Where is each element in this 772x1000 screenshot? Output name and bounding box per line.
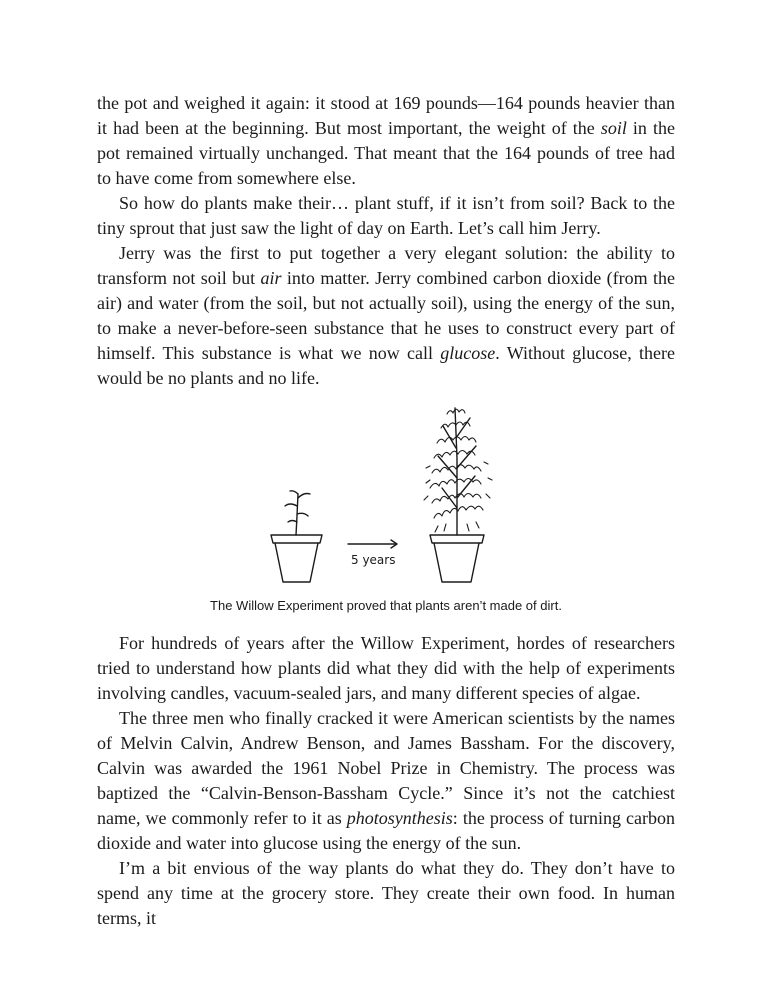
paragraph-3-part-a: Jerry was the first to put together a very elegant solution: the ability to transform not soil but <box>97 243 675 288</box>
top-text-block <box>97 91 675 391</box>
emphasis-glucose: glucose <box>440 343 496 363</box>
paragraph-3-part-c: . Without glucose, there would be no plants and no life. <box>97 343 676 388</box>
willow-experiment-figure <box>262 398 512 586</box>
paragraph-5-part-a: The three men who finally cracked it were American scientists by the names of Melvin Calvin, Andrew Benson, and James Bassham. For the discovery, Calvin was awarded the 1961 Nobel Prize in Chemistry. The process was baptized the “Calvin-Benson-Bassham Cycle.” Since it’s not the catchiest name, we commonly refer to it as <box>97 708 675 828</box>
paragraph-1 <box>97 91 675 191</box>
paragraph-5-part-b: : the process of turning carbon dioxide and water into glucose using the energy of the sun. <box>97 808 676 853</box>
paragraph-1-part-b: in the pot remained virtually unchanged. That meant that the 164 pounds of tree had to have come from somewhere else. <box>97 118 675 188</box>
figure-caption: The Willow Experiment proved that plants aren’t made of dirt. <box>210 598 562 613</box>
emphasis-air: air <box>260 268 282 288</box>
paragraph-6: I’m a bit envious of the way plants do what they do. They don’t have to spend any time at the grocery store. They create their own food. In human terms, it <box>97 858 675 928</box>
emphasis-soil: soil <box>600 118 627 138</box>
emphasis-photosynthesis: photosynthesis <box>346 808 453 828</box>
paragraph-3 <box>97 241 675 391</box>
arrow-label: 5 years <box>351 553 396 567</box>
paragraph-5 <box>97 706 675 856</box>
arrow-icon <box>348 540 397 548</box>
paragraph-1-part-a: the pot and weighed it again: it stood at 169 pounds—164 pounds heavier than it had been at the beginning. But most important, the weight of the <box>97 93 675 138</box>
paragraph-3-part-b: into matter. Jerry combined carbon dioxide (from the air) and water (from the soil, but not actually soil), using the energy of the sun, to make a never-before-seen substance that he uses to construct every part of himself. This substance is what we now call <box>97 268 675 363</box>
bottom-text-block <box>97 631 675 931</box>
paragraph-2: So how do plants make their… plant stuff, if it isn’t from soil? Back to the tiny sprout that just saw the light of day on Earth. Let’s call him Jerry. <box>97 193 675 238</box>
willow-tree-illustration <box>424 408 492 582</box>
paragraph-4: For hundreds of years after the Willow Experiment, hordes of researchers tried to understand how plants did what they did with the help of experiments involving candles, vacuum-sealed jars, and many different species of algae. <box>97 633 675 703</box>
sprout-illustration <box>271 491 322 582</box>
